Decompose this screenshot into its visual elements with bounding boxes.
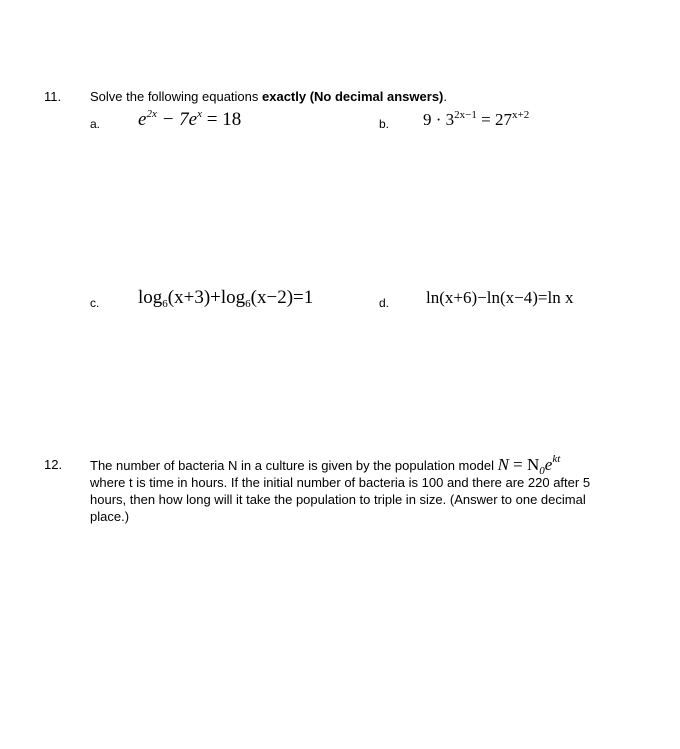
eq-c-base1: 6	[162, 298, 168, 310]
model-e: e	[544, 455, 553, 474]
eq-a-e1: e	[138, 109, 147, 130]
part-c-label: c.	[90, 296, 100, 310]
part-a-label: a.	[90, 117, 101, 131]
equation-c	[138, 287, 313, 309]
eq-b-rhs: = 27	[476, 110, 512, 129]
question-12-text	[90, 453, 650, 525]
eq-a-exp1: 2x	[146, 108, 157, 120]
question-11-number: 11.	[44, 89, 62, 104]
eq-a-minus7e: − 7e	[156, 109, 198, 130]
eq-c-log2: log	[220, 287, 246, 308]
q12-line-2: where t is time in hours. If the initial number of bacteria is 100 and there are 220 after 5	[90, 475, 591, 490]
eq-d-arg1: (x+6)−	[439, 288, 487, 307]
eq-d-arg2: (x−4)=	[499, 288, 548, 307]
eq-d-ln3: ln	[547, 288, 561, 307]
eq-b-lhs: 9 · 3	[423, 110, 455, 129]
part-b-label: b.	[379, 117, 390, 131]
eq-a-rhs: = 18	[201, 109, 242, 130]
eq-b-rhs-exp: x+2	[511, 109, 530, 121]
q12-line-4: place.)	[90, 509, 130, 524]
q12-line-3: hours, then how long will it take the population to triple in size. (Answer to one decimal	[90, 492, 586, 507]
q12-line-1	[90, 453, 650, 477]
question-11-instruction	[90, 89, 447, 104]
eq-b-lhs-exp: 2x−1	[454, 109, 477, 121]
question-12-number: 12.	[44, 457, 63, 472]
population-model	[497, 453, 561, 477]
model-exp: kt	[552, 453, 561, 465]
part-d-label: d.	[379, 296, 390, 310]
eq-d-arg3: x	[560, 288, 574, 307]
instruction-bold: exactly (No decimal answers)	[262, 89, 444, 104]
equation-d	[426, 288, 573, 308]
equation-a	[138, 109, 241, 131]
model-eq: = N	[508, 455, 540, 474]
eq-c-log1: log	[138, 287, 163, 308]
eq-c-arg1: (x+3)+	[167, 287, 221, 308]
instruction-end: .	[443, 89, 447, 104]
instruction-plain: Solve the following equations	[90, 89, 263, 104]
q12-line1-text: The number of bacteria N in a culture is given by the population model	[90, 458, 498, 473]
eq-c-arg2: (x−2)=1	[250, 287, 314, 308]
model-sub: 0	[539, 465, 545, 477]
eq-a-exp2: x	[197, 108, 202, 120]
eq-c-base2: 6	[245, 298, 251, 310]
model-n: N	[497, 455, 509, 474]
eq-d-ln2: ln	[486, 288, 500, 307]
eq-d-ln1: ln	[426, 288, 440, 307]
equation-b	[423, 110, 529, 130]
